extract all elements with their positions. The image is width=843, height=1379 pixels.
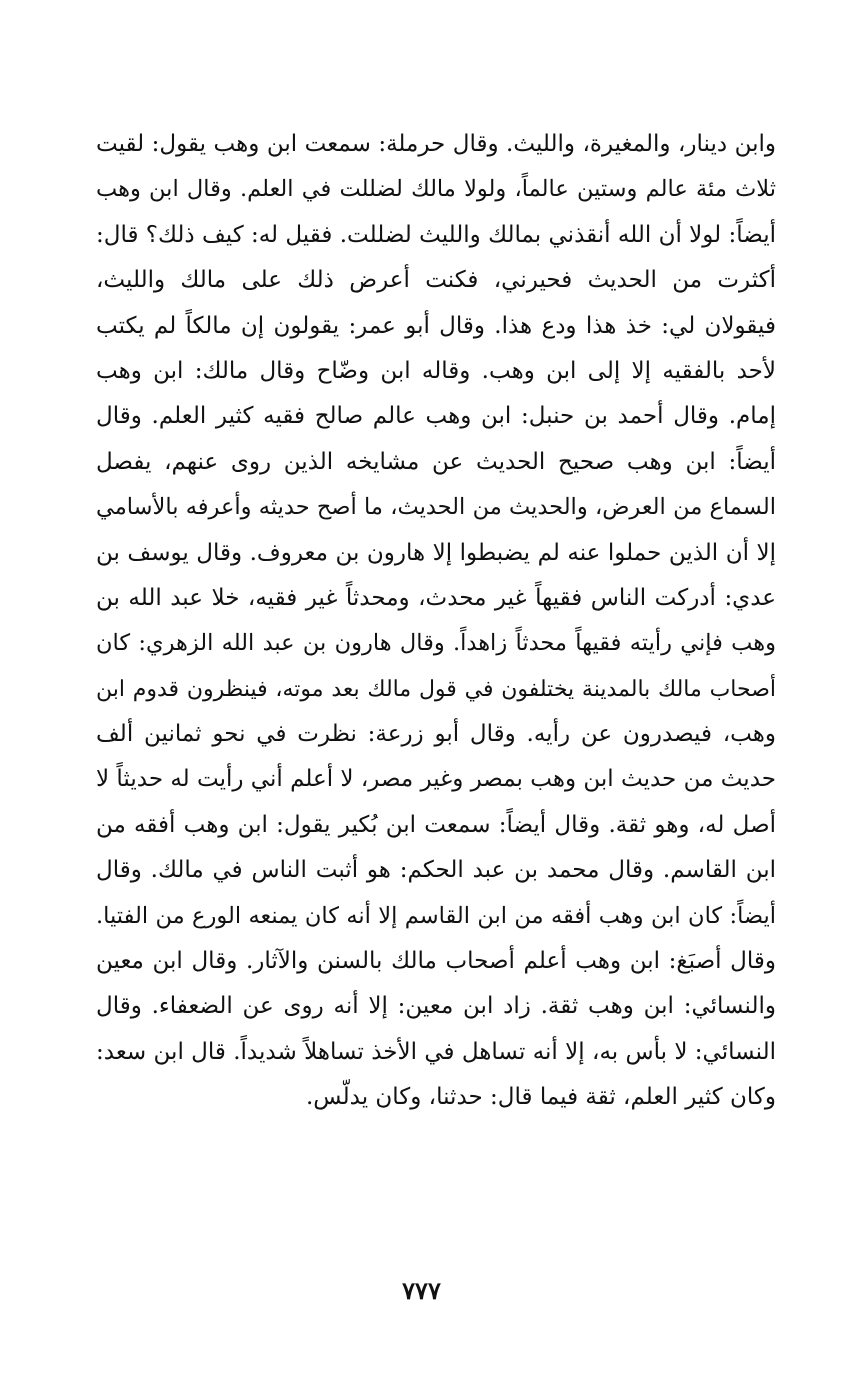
page-number: ٧٧٧ [402,1276,441,1305]
text-line-22: وكان كثير العلم، ثقة فيما قال: حدثنا، وكان يدلّس. [305,1084,776,1111]
text-line-18: أيضاً: كان ابن وهب أفقه من ابن القاسم إلا أنه كان يمنعه الورع من الفتيا. [96,902,776,929]
body-text [96,122,776,1121]
text-line-20: والنسائي: ابن وهب ثقة. زاد ابن معين: إلا أنه روى عن الضعفاء. وقال [96,993,776,1020]
text-line-4: أكثرت من الحديث فحيرني، فكنت أعرض ذلك على مالك والليث، [96,267,776,294]
text-line-8: أيضاً: ابن وهب صحيح الحديث عن مشايخه الذين روى عنهم، يفصل [96,448,776,475]
text-line-14: وهب، فيصدرون عن رأيه. وقال أبو زرعة: نظرت في نحو ثمانين ألف [96,721,776,748]
text-line-11: عدي: أدركت الناس فقيهاً غير محدث، ومحدثاً غير فقيه، خلا عبد الله بن [96,584,776,611]
text-line-13: أصحاب مالك بالمدينة يختلفون في قول مالك بعد موته، فينظرون قدوم ابن [96,676,776,702]
text-line-3: أيضاً: لولا أن الله أنقذني بمالك والليث لضللت. فقيل له: كيف ذلك؟ قال: [96,221,776,248]
text-line-6: لأحد بالفقيه إلا إلى ابن وهب. وقاله ابن وضّاح وقال مالك: ابن وهب [96,357,776,384]
text-line-19: وقال أصبَغ: ابن وهب أعلم أصحاب مالك بالسنن والآثار. وقال ابن معين [96,948,776,975]
text-line-9: السماع من العرض، والحديث من الحديث، ما أصح حديثه وأعرفه بالأسامي [96,494,776,521]
text-line-17: ابن القاسم. وقال محمد بن عبد الحكم: هو أثبت الناس في مالك. وقال [96,857,776,884]
text-line-7: إمام. وقال أحمد بن حنبل: ابن وهب عالم صالح فقيه كثير العلم. وقال [96,403,776,430]
text-line-2: ثلاث مئة عالم وستين عالماً، ولولا مالك لضللت في العلم. وقال ابن وهب [96,176,776,203]
text-line-10: إلا أن الذين حملوا عنه لم يضبطوا إلا هارون بن معروف. وقال يوسف بن [96,539,776,566]
text-line-15: حديث من حديث ابن وهب بمصر وغير مصر، لا أعلم أني رأيت له حديثاً لا [96,766,776,793]
text-line-16: أصل له، وهو ثقة. وقال أيضاً: سمعت ابن بُكير يقول: ابن وهب أفقه من [96,811,776,838]
text-line-12: وهب فإني رأيته فقيهاً محدثاً زاهداً. وقال هارون بن عبد الله الزهري: كان [96,630,776,657]
text-line-21: النسائي: لا بأس به، إلا أنه تساهل في الأخذ تساهلاً شديداً. قال ابن سعد: [96,1038,776,1065]
text-line-1: وابن دينار، والمغيرة، والليث. وقال حرملة: سمعت ابن وهب يقول: لقيت [96,131,776,157]
text-line-5: فيقولان لي: خذ هذا ودع هذا. وقال أبو عمر: يقولون إن مالكاً لم يكتب [96,312,776,339]
